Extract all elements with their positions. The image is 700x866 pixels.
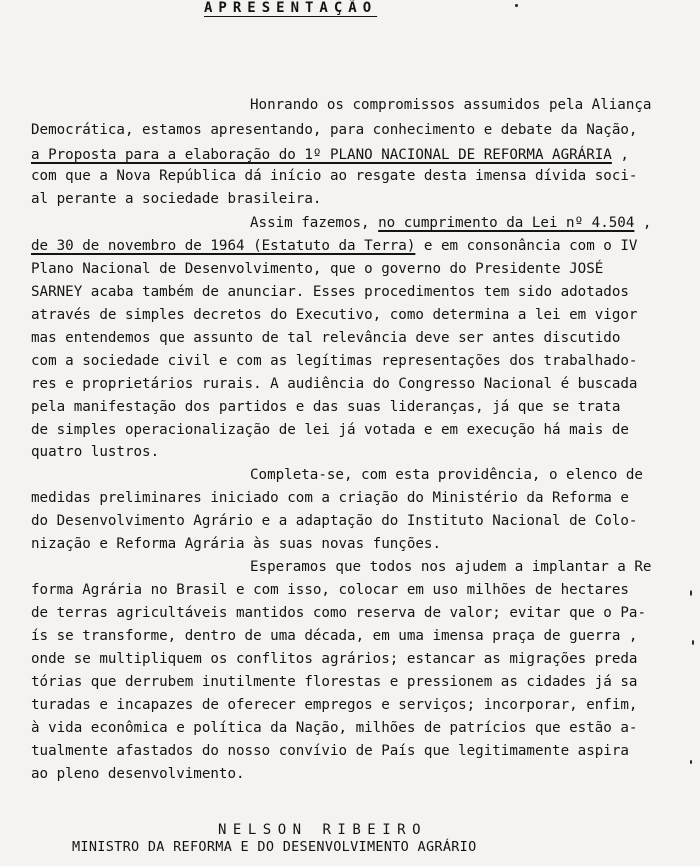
body-line xyxy=(31,398,620,416)
body-line xyxy=(31,650,637,668)
body-line xyxy=(31,329,620,347)
document-title: APRESENTAÇÃO xyxy=(204,0,378,16)
body-line xyxy=(31,352,637,370)
scan-speck xyxy=(690,590,692,596)
body-line xyxy=(31,260,603,278)
line-text: e em consonância com o IV xyxy=(415,238,638,254)
line-text: através de simples decretos do Executivo, como determina a lei em vigor xyxy=(31,307,638,323)
body-line xyxy=(31,146,629,164)
body-line xyxy=(31,306,637,324)
line-text: com que a Nova República dá início ao resgate desta imensa dívida soci- xyxy=(31,168,638,184)
body-line xyxy=(31,443,159,461)
body-line xyxy=(250,466,643,484)
line-text: ís se transforme, dentro de uma década, em uma imensa praça de guerra , xyxy=(31,628,638,644)
body-line xyxy=(31,167,637,185)
line-text: Honrando os compromissos assumidos pela Aliança xyxy=(250,97,652,113)
line-text: do Desenvolvimento Agrário e a adaptação do Instituto Nacional de Colo- xyxy=(31,513,638,529)
line-text: à vida econômica e política da Nação, milhões de patrícios que estão a- xyxy=(31,720,638,736)
underlined-text: no cumprimento da Lei nº 4.504 xyxy=(378,215,635,231)
body-line xyxy=(31,604,646,622)
line-text: com a sociedade civil e com as legítimas representações dos trabalhado- xyxy=(31,353,638,369)
line-text: onde se multipliquem os conflitos agrários; estancar as migrações preda xyxy=(31,651,638,667)
body-line xyxy=(31,237,637,255)
body-line xyxy=(31,719,637,737)
scan-speck xyxy=(692,640,694,645)
line-text: quatro lustros. xyxy=(31,444,160,460)
line-text: Assim fazemos, xyxy=(250,215,379,231)
line-text: medidas preliminares iniciado com a criação do Ministério da Reforma e xyxy=(31,490,629,506)
body-line xyxy=(250,558,651,576)
line-text: Completa-se, com esta providência, o elenco de xyxy=(250,467,643,483)
line-text: Esperamos que todos nos ajudem a implantar a Re xyxy=(250,559,652,575)
scan-speck xyxy=(690,760,692,764)
line-text: de simples operacionalização de lei já votada e em execução há mais de xyxy=(31,422,629,438)
body-line xyxy=(31,765,245,783)
line-text: de terras agricultáveis mantidos como reserva de valor; evitar que o Pa- xyxy=(31,605,646,621)
underlined-text: de 30 de novembro de 1964 (Estatuto da Terra) xyxy=(31,238,416,254)
line-text: Democrática, estamos apresentando, para conhecimento e debate da Nação, xyxy=(31,122,638,138)
body-line xyxy=(250,96,651,114)
body-line xyxy=(31,696,637,714)
line-text: tualmente afastados do nosso convívio de País que legitimamente aspira xyxy=(31,743,629,759)
line-text: nização e Reforma Agrária às suas novas funções. xyxy=(31,536,441,552)
underlined-text: a Proposta para a elaboração do 1º PLANO NACIONAL DE REFORMA AGRÁRIA xyxy=(31,147,612,163)
body-line xyxy=(31,512,637,530)
body-line xyxy=(31,121,637,139)
line-text: , xyxy=(634,215,652,231)
body-line xyxy=(250,214,651,232)
line-text: pela manifestação dos partidos e das suas lideranças, já que se trata xyxy=(31,399,621,415)
signature-title: MINISTRO DA REFORMA E DO DESENVOLVIMENTO AGRÁRIO xyxy=(72,839,477,855)
line-text: ao pleno desenvolvimento. xyxy=(31,766,245,782)
line-text: Plano Nacional de Desenvolvimento, que o governo do Presidente JOSÉ xyxy=(31,261,604,277)
body-line xyxy=(31,581,629,599)
line-text: , xyxy=(611,147,629,163)
line-text: SARNEY acaba também de anunciar. Esses procedimentos tem sido adotados xyxy=(31,284,629,300)
line-text: res e proprietários rurais. A audiência do Congresso Nacional é buscada xyxy=(31,376,638,392)
body-line xyxy=(31,673,637,691)
signature-name: NELSON RIBEIRO xyxy=(218,822,428,838)
line-text: forma Agrária no Brasil e com isso, colocar em uso milhões de hectares xyxy=(31,582,629,598)
body-line xyxy=(31,489,629,507)
body-line xyxy=(31,535,441,553)
body-line xyxy=(31,627,637,645)
line-text: al perante a sociedade brasileira. xyxy=(31,191,322,207)
line-text: turadas e incapazes de oferecer empregos e serviços; incorporar, enfim, xyxy=(31,697,638,713)
body-line xyxy=(31,375,637,393)
line-text: tórias que derrubem inutilmente florestas e pressionem as cidades já sa xyxy=(31,674,638,690)
body-line xyxy=(31,742,629,760)
body-line xyxy=(31,421,629,439)
scan-speck xyxy=(515,4,518,7)
line-text: mas entendemos que assunto de tal relevância deve ser antes discutido xyxy=(31,330,621,346)
body-line xyxy=(31,190,321,208)
body-line xyxy=(31,283,629,301)
